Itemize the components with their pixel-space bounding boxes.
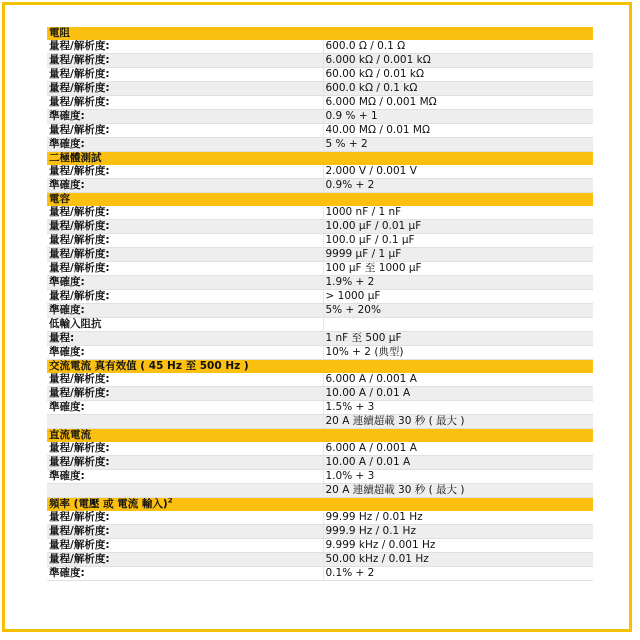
- spec-label: 準確度:: [47, 304, 323, 318]
- spec-row: [47, 553, 593, 567]
- spec-row: [47, 290, 593, 304]
- section-title-text: 電容: [49, 193, 70, 206]
- section-blank: [323, 152, 593, 166]
- spec-value: 50.00 kHz / 0.01 Hz: [323, 553, 593, 567]
- spec-value: 600.0 Ω / 0.1 Ω: [323, 40, 593, 54]
- spec-label: 量程/解析度:: [47, 387, 323, 401]
- section-header: [47, 429, 593, 443]
- spec-label: 量程/解析度:: [47, 124, 323, 138]
- spec-label: 準確度:: [47, 470, 323, 484]
- spec-row: [47, 82, 593, 96]
- spec-table-body: [47, 27, 593, 581]
- spec-label: 量程/解析度:: [47, 68, 323, 82]
- spec-value: 1.0% + 3: [323, 470, 593, 484]
- section-title-text: 頻率 (電壓 或 電流 輸入): [49, 498, 168, 511]
- spec-value: 6.000 kΩ / 0.001 kΩ: [323, 54, 593, 68]
- spec-row: [47, 262, 593, 276]
- spec-value: 0.9% + 2: [323, 179, 593, 193]
- spec-label: 量程/解析度:: [47, 553, 323, 567]
- spec-row: [47, 346, 593, 360]
- spec-label: 量程/解析度:: [47, 220, 323, 234]
- spec-value: 10.00 µF / 0.01 µF: [323, 220, 593, 234]
- spec-row: [47, 54, 593, 68]
- spec-row: [47, 138, 593, 152]
- spec-label: 量程/解析度:: [47, 539, 323, 553]
- spec-row: [47, 110, 593, 124]
- spec-value: 20 A 連續超載 30 秒 ( 最大 ): [323, 484, 593, 498]
- spec-row: [47, 40, 593, 54]
- spec-label: 量程/解析度:: [47, 40, 323, 54]
- spec-label: 量程/解析度:: [47, 206, 323, 220]
- spec-value: 0.1% + 2: [323, 567, 593, 581]
- spec-value: 20 A 連續超載 30 秒 ( 最大 ): [323, 415, 593, 429]
- section-title: [47, 193, 323, 207]
- spec-label: 準確度:: [47, 179, 323, 193]
- spec-label: [47, 415, 323, 429]
- spec-row: [47, 124, 593, 138]
- spec-value: 40.00 MΩ / 0.01 MΩ: [323, 124, 593, 138]
- spec-value: 1000 nF / 1 nF: [323, 206, 593, 220]
- spec-label: 量程/解析度:: [47, 248, 323, 262]
- spec-value: 99.99 Hz / 0.01 Hz: [323, 511, 593, 525]
- spec-value: > 1000 µF: [323, 290, 593, 304]
- spec-value: 100.0 µF / 0.1 µF: [323, 234, 593, 248]
- spec-label: 量程/解析度:: [47, 456, 323, 470]
- spec-row: [47, 511, 593, 525]
- section-header: [47, 193, 593, 207]
- spec-value: 0.9 % + 1: [323, 110, 593, 124]
- spec-label: 準確度:: [47, 401, 323, 415]
- spec-row: [47, 415, 593, 429]
- section-header: [47, 27, 593, 40]
- spec-value: 6.000 A / 0.001 A: [323, 373, 593, 387]
- section-title: [47, 498, 323, 512]
- spec-label: 準確度:: [47, 567, 323, 581]
- spec-row: [47, 442, 593, 456]
- section-blank: [323, 193, 593, 207]
- spec-value: 9999 µF / 1 µF: [323, 248, 593, 262]
- spec-value: 5% + 20%: [323, 304, 593, 318]
- spec-label: [47, 484, 323, 498]
- spec-row: [47, 165, 593, 179]
- spec-value: 1 nF 至 500 µF: [323, 332, 593, 346]
- spec-label: 量程/解析度:: [47, 290, 323, 304]
- spec-row: [47, 276, 593, 290]
- spec-value: 10.00 A / 0.01 A: [323, 387, 593, 401]
- spec-value: 6.000 A / 0.001 A: [323, 442, 593, 456]
- spec-label: 準確度:: [47, 110, 323, 124]
- section-header: [47, 152, 593, 166]
- section-title: [47, 360, 323, 374]
- spec-label: 量程/解析度:: [47, 262, 323, 276]
- spec-row: [47, 484, 593, 498]
- section-title: [47, 152, 323, 166]
- spec-label: 量程/解析度:: [47, 165, 323, 179]
- section-header: [47, 498, 593, 512]
- spec-row: [47, 96, 593, 110]
- spec-label: 量程/解析度:: [47, 82, 323, 96]
- spec-label: 量程/解析度:: [47, 442, 323, 456]
- spec-value: 9.999 kHz / 0.001 Hz: [323, 539, 593, 553]
- spec-row: [47, 220, 593, 234]
- section-blank: [323, 429, 593, 443]
- spec-row: [47, 206, 593, 220]
- spec-row: [47, 387, 593, 401]
- spec-row: [47, 68, 593, 82]
- spec-value: 100 µF 至 1000 µF: [323, 262, 593, 276]
- section-title-text: 二極體測試: [49, 152, 102, 165]
- spec-value: 5 % + 2: [323, 138, 593, 152]
- spec-value: 999.9 Hz / 0.1 Hz: [323, 525, 593, 539]
- spec-label: 量程/解析度:: [47, 54, 323, 68]
- spec-value: 6.000 MΩ / 0.001 MΩ: [323, 96, 593, 110]
- section-title: [47, 27, 323, 40]
- spec-value: 2.000 V / 0.001 V: [323, 165, 593, 179]
- section-title-text: 電阻: [49, 27, 70, 40]
- spec-row: [47, 373, 593, 387]
- spec-row: [47, 470, 593, 484]
- spec-row: [47, 318, 593, 332]
- spec-value: 10.00 A / 0.01 A: [323, 456, 593, 470]
- section-blank: [323, 498, 593, 512]
- section-blank: [323, 27, 593, 40]
- spec-label: 量程/解析度:: [47, 511, 323, 525]
- spec-label: 低輸入阻抗: [47, 318, 323, 332]
- spec-row: [47, 332, 593, 346]
- spec-label: 量程/解析度:: [47, 373, 323, 387]
- spec-label: 準確度:: [47, 276, 323, 290]
- spec-label: 量程/解析度:: [47, 234, 323, 248]
- spec-row: [47, 401, 593, 415]
- spec-value: 1.5% + 3: [323, 401, 593, 415]
- section-header: [47, 360, 593, 374]
- spec-label: 量程/解析度:: [47, 525, 323, 539]
- section-title-text: 交流電流 真有效值 ( 45 Hz 至 500 Hz ): [49, 360, 249, 373]
- spec-label: 準確度:: [47, 138, 323, 152]
- spec-table: [47, 27, 593, 581]
- spec-row: [47, 179, 593, 193]
- spec-row: [47, 456, 593, 470]
- spec-value: 1.9% + 2: [323, 276, 593, 290]
- section-title-text: 直流電流: [49, 429, 91, 442]
- spec-label: 量程/解析度:: [47, 96, 323, 110]
- spec-value: 10% + 2 (典型): [323, 346, 593, 360]
- spec-row: [47, 234, 593, 248]
- spec-value: 60.00 kΩ / 0.01 kΩ: [323, 68, 593, 82]
- section-blank: [323, 360, 593, 374]
- section-title: [47, 429, 323, 443]
- spec-row: [47, 248, 593, 262]
- spec-row: [47, 525, 593, 539]
- footnote-marker: 2: [167, 497, 173, 505]
- spec-label: 準確度:: [47, 346, 323, 360]
- spec-row: [47, 304, 593, 318]
- spec-value: [323, 318, 593, 332]
- spec-row: [47, 567, 593, 581]
- spec-value: 600.0 kΩ / 0.1 kΩ: [323, 82, 593, 96]
- spec-label: 量程:: [47, 332, 323, 346]
- spec-row: [47, 539, 593, 553]
